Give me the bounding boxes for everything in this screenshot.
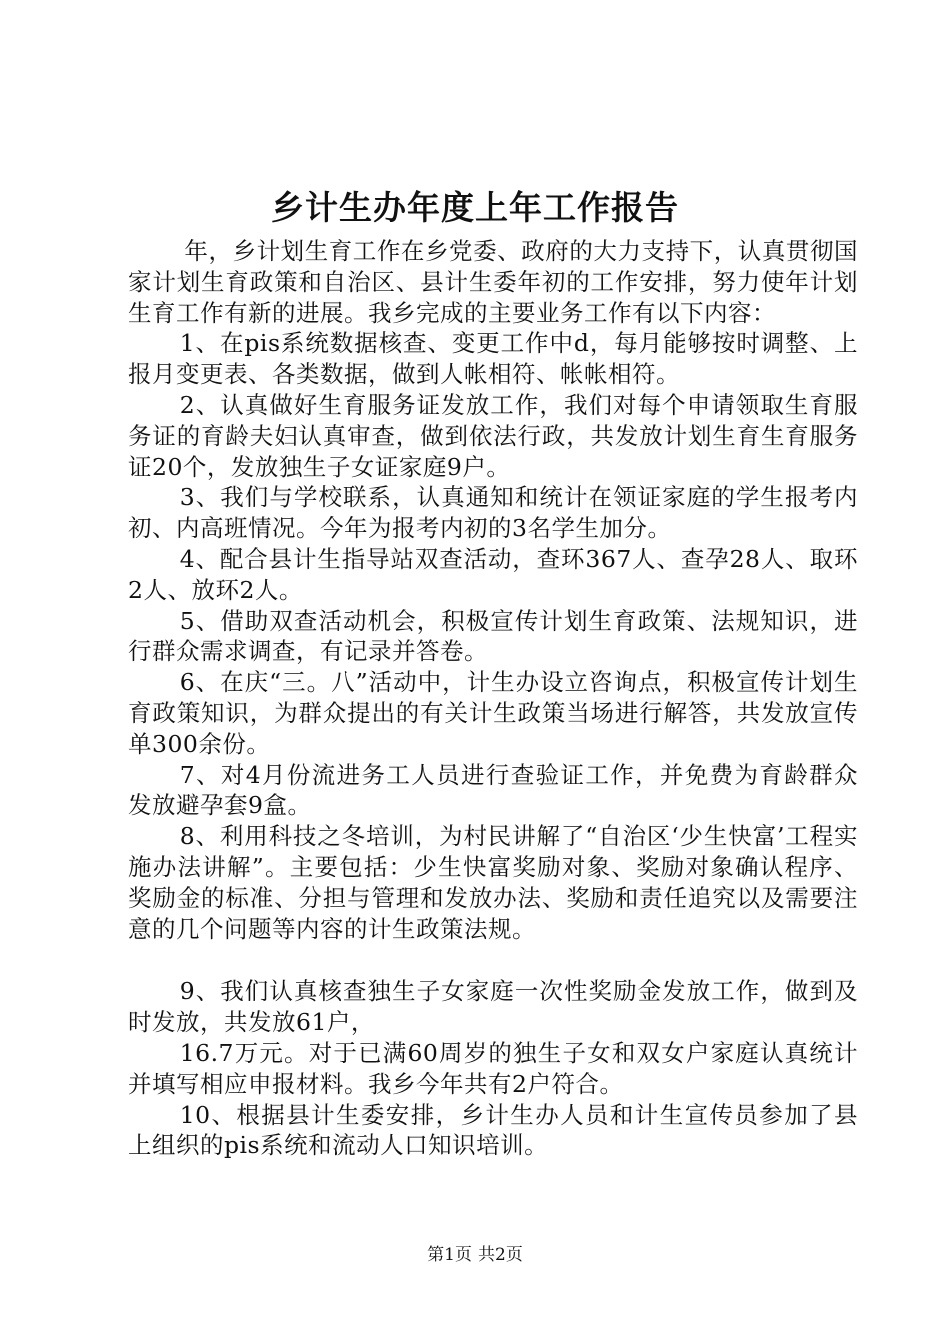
paragraph-item-6: 6、在庆“三。八”活动中，计生办设立咨询点，积极宣传计划生育政策知识，为群众提出的有关计生政策当场进行解答，共发放宣传单300余份。 bbox=[128, 668, 858, 758]
document-body bbox=[128, 236, 858, 1161]
paragraph-item-1: 1、在pis系统数据核查、变更工作中d，每月能够按时调整、上报月变更表、各类数据，做到人帐相符、帐帐相符。 bbox=[128, 329, 858, 389]
paragraph-intro: 年，乡计划生育工作在乡党委、政府的大力支持下，认真贯彻国家计划生育政策和自治区、县计生委年初的工作安排，努力使年计划生育工作有新的进展。我乡完成的主要业务工作有以下内容： bbox=[128, 237, 858, 327]
document-title: 乡计生办年度上年工作报告 bbox=[271, 188, 679, 227]
paragraph-item-9-continued: 16.7万元。对于已满60周岁的独生子女和双女户家庭认真统计并填写相应申报材料。我乡今年共有2户符合。 bbox=[128, 1038, 858, 1098]
page-number-total: 共2页 bbox=[478, 1245, 523, 1265]
paragraph-item-4: 4、配合县计生指导站双查活动，查环367人、查孕28人、取环2人、放环2人。 bbox=[128, 544, 858, 604]
paragraph-item-3: 3、我们与学校联系，认真通知和统计在领证家庭的学生报考内初、内高班情况。今年为报考内初的3名学生加分。 bbox=[128, 483, 858, 543]
paragraph-item-9: 9、我们认真核查独生子女家庭一次性奖励金发放工作，做到及时发放，共发放61户， bbox=[128, 977, 858, 1037]
paragraph-item-8: 8、利用科技之冬培训，为村民讲解了“自治区‘少生快富’工程实施办法讲解”。主要包括：少生快富奖励对象、奖励对象确认程序、奖励金的标准、分担与管理和发放办法、奖励和责任追究以及需要注意的几个问题等内容的计生政策法规。 bbox=[128, 822, 858, 943]
page-number-current: 第1页 bbox=[427, 1245, 472, 1265]
paragraph-gap bbox=[128, 944, 858, 976]
paragraph-item-2: 2、认真做好生育服务证发放工作，我们对每个申请领取生育服务证的育龄夫妇认真审查，做到依法行政，共发放计划生育生育服务证20个，发放独生子女证家庭9户。 bbox=[128, 390, 858, 481]
page-footer bbox=[0, 1244, 950, 1266]
paragraph-item-5: 5、借助双查活动机会，积极宣传计划生育政策、法规知识，进行群众需求调查，有记录并答卷。 bbox=[128, 606, 858, 666]
paragraph-item-7: 7、对4月份流进务工人员进行查验证工作，并免费为育龄群众发放避孕套9盒。 bbox=[128, 760, 858, 820]
paragraph-item-10: 10、根据县计生委安排，乡计生办人员和计生宣传员参加了县上组织的pis系统和流动人口知识培训。 bbox=[128, 1100, 858, 1160]
